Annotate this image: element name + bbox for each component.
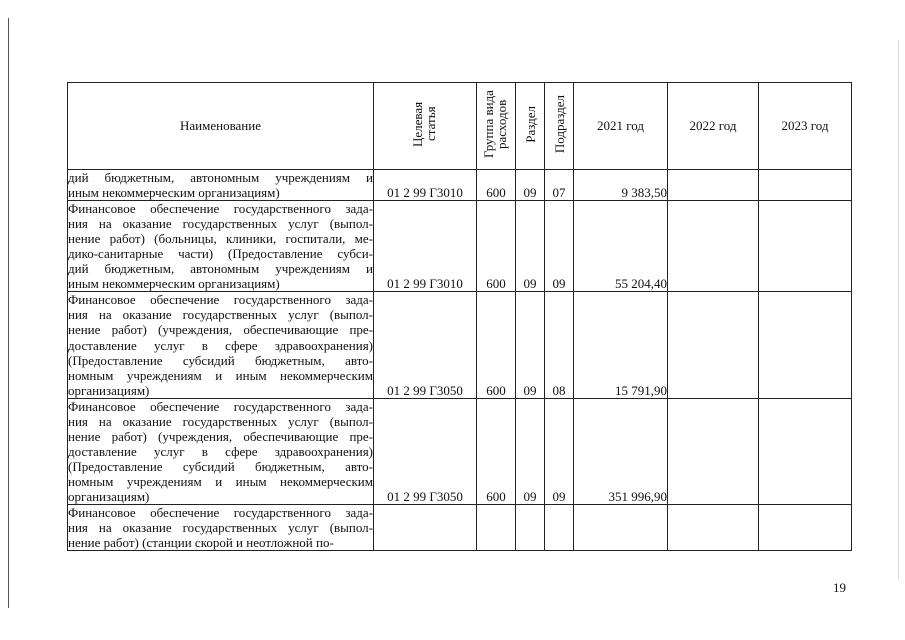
row-name-line: нение работ) (станции скорой и неотложной по- <box>68 535 334 551</box>
row-section: 09 <box>516 170 545 201</box>
row-name-line: ния на оказание государственных услуг (выпол- <box>68 307 373 323</box>
header-2022: 2022 год <box>668 83 759 170</box>
row-value-2021: 351 996,90 <box>574 398 668 504</box>
table-row <box>68 170 852 201</box>
row-expense-group: 600 <box>477 170 516 201</box>
row-target-article: 01 2 99 Г3050 <box>374 398 477 504</box>
row-expense-group <box>477 505 516 551</box>
row-name-line: номным учреждениям и иным некоммерческим <box>68 367 373 383</box>
row-name-line: дико-санитарные части) (Предоставление субси- <box>68 246 373 262</box>
row-name-line: организациям) <box>68 382 150 398</box>
row-section: 09 <box>516 398 545 504</box>
row-name-line: доставление услуг в сфере здравоохранения) <box>68 337 373 353</box>
header-2021: 2021 год <box>574 83 668 170</box>
row-target-article: 01 2 99 Г3050 <box>374 292 477 398</box>
row-name-line: иным некоммерческим организациям) <box>68 276 280 292</box>
row-name-cell <box>68 398 374 504</box>
row-name-cell <box>68 201 374 292</box>
row-name-line: ния на оказание государственных услуг (выпол- <box>68 216 373 232</box>
row-value-2023 <box>759 201 852 292</box>
header-row <box>68 83 852 170</box>
header-target-article: Целевая статья <box>374 83 477 170</box>
row-target-article <box>374 505 477 551</box>
row-value-2023 <box>759 292 852 398</box>
row-target-article: 01 2 99 Г3010 <box>374 170 477 201</box>
header-subsection: Подраздел <box>545 83 574 170</box>
row-value-2022 <box>668 398 759 504</box>
header-section: Раздел <box>516 83 545 170</box>
row-value-2022 <box>668 201 759 292</box>
row-value-2021: 9 383,50 <box>574 170 668 201</box>
scan-edge-line-right <box>898 40 899 580</box>
row-expense-group: 600 <box>477 201 516 292</box>
table-row <box>68 292 852 398</box>
row-name-line: Финансовое обеспечение государственного зада- <box>68 398 373 414</box>
row-value-2021: 55 204,40 <box>574 201 668 292</box>
row-name-cell <box>68 505 374 551</box>
row-section: 09 <box>516 201 545 292</box>
header-2023: 2023 год <box>759 83 852 170</box>
header-name: Наименование <box>68 83 374 170</box>
row-name-line: Финансовое обеспечение государственного зада- <box>68 505 373 521</box>
row-name-line: доставление услуг в сфере здравоохранения) <box>68 443 373 459</box>
row-subsection <box>545 505 574 551</box>
row-value-2023 <box>759 170 852 201</box>
row-subsection: 07 <box>545 170 574 201</box>
row-section: 09 <box>516 292 545 398</box>
row-value-2021 <box>574 505 668 551</box>
table-body <box>68 170 852 551</box>
row-name-line: дий бюджетным, автономным учреждениям и <box>68 170 373 185</box>
row-name-line: (Предоставление субсидий бюджетным, авто- <box>68 458 373 474</box>
row-target-article: 01 2 99 Г3010 <box>374 201 477 292</box>
row-name-line: дий бюджетным, автономным учреждениям и <box>68 261 373 277</box>
page-number: 19 <box>833 580 846 595</box>
row-value-2022 <box>668 292 759 398</box>
scan-edge-line <box>8 18 9 608</box>
row-name-line: нение работ) (учреждения, обеспечивающие пре- <box>68 428 373 444</box>
table-row <box>68 505 852 551</box>
row-value-2021: 15 791,90 <box>574 292 668 398</box>
row-section <box>516 505 545 551</box>
row-subsection: 09 <box>545 201 574 292</box>
row-name-cell <box>68 170 374 201</box>
row-name-line: Финансовое обеспечение государственного зада- <box>68 292 373 308</box>
row-name-line: ния на оказание государственных услуг (выпол- <box>68 520 373 536</box>
row-name-line: иным некоммерческим организациям) <box>68 185 280 201</box>
row-name-line: ния на оказание государственных услуг (выпол- <box>68 413 373 429</box>
row-expense-group: 600 <box>477 398 516 504</box>
row-value-2022 <box>668 505 759 551</box>
row-name-line: нение работ) (больницы, клиники, госпитали, ме- <box>68 231 373 247</box>
row-name-line: номным учреждениям и иным некоммерческим <box>68 473 373 489</box>
row-name-line: нение работ) (учреждения, обеспечивающие пре- <box>68 322 373 338</box>
row-subsection: 09 <box>545 398 574 504</box>
row-subsection: 08 <box>545 292 574 398</box>
row-value-2023 <box>759 398 852 504</box>
row-name-line: Финансовое обеспечение государственного зада- <box>68 201 373 217</box>
row-expense-group: 600 <box>477 292 516 398</box>
header-expense-group: Группа вида расходов <box>477 83 516 170</box>
table-row <box>68 398 852 504</box>
row-value-2022 <box>668 170 759 201</box>
table-row <box>68 201 852 292</box>
row-name-cell <box>68 292 374 398</box>
budget-table <box>67 82 852 551</box>
row-value-2023 <box>759 505 852 551</box>
row-name-line: (Предоставление субсидий бюджетным, авто- <box>68 352 373 368</box>
row-name-line: организациям) <box>68 488 150 504</box>
